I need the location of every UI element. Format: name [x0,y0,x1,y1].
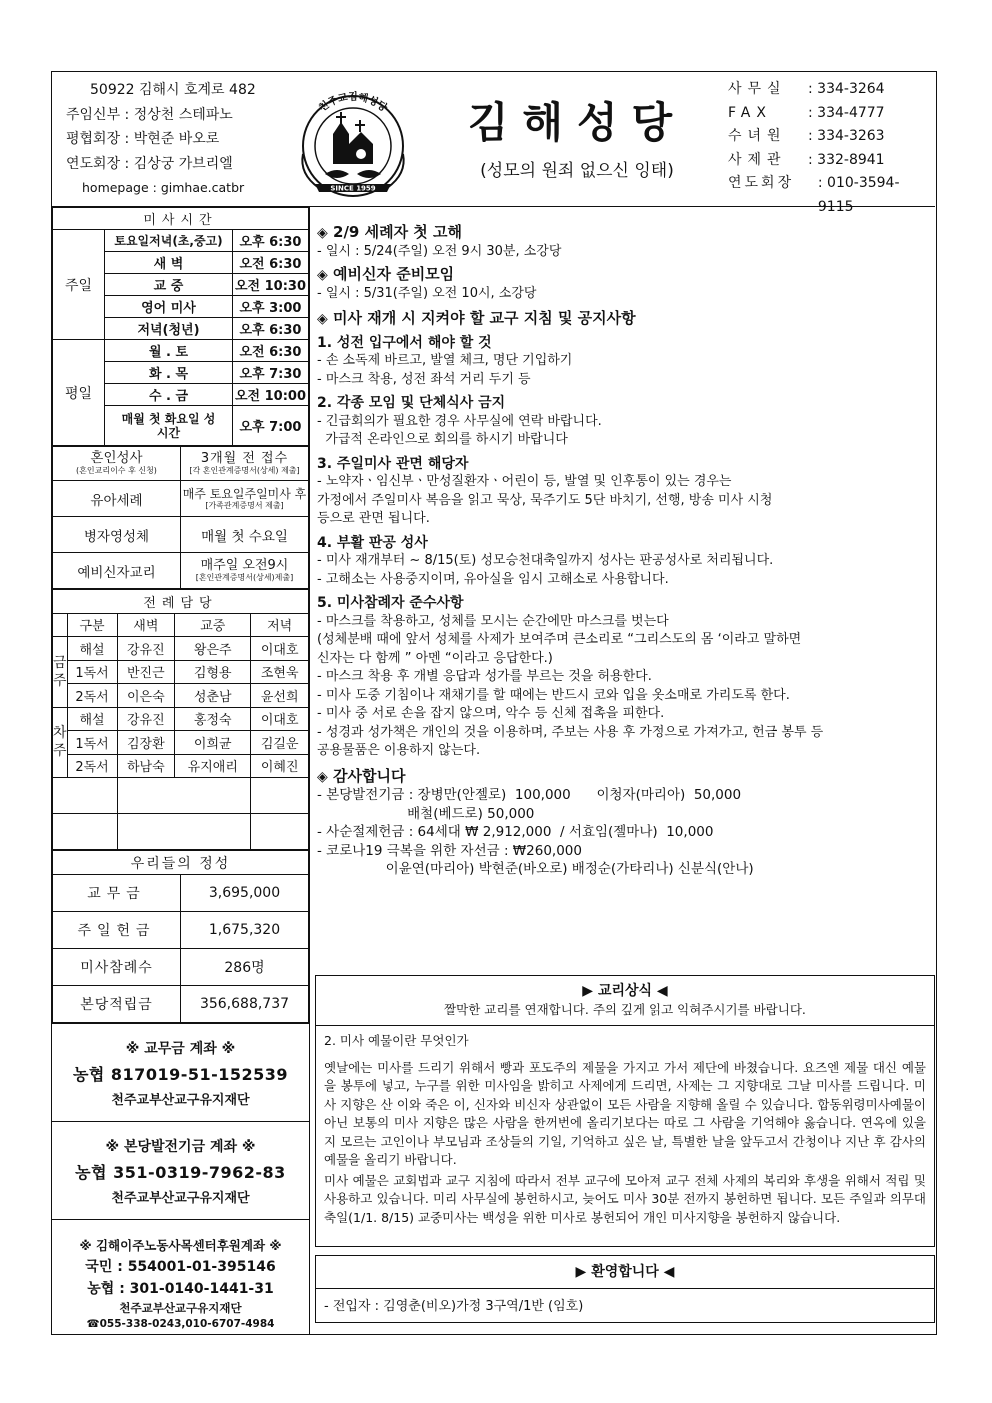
notice-line: - 마스크 착용 후 개별 응답과 성가를 부르는 것을 허용한다. [317,669,652,684]
duty-cell: 강유진 [117,637,175,661]
duty-group-next-week: 차주 [53,707,68,778]
contact-list [728,78,935,219]
mass-time: 오후 7:00 [233,406,309,446]
diamond-icon: ◈ [317,267,328,283]
left-column [52,207,310,1334]
welcome-box [315,1255,935,1323]
liturgy-duty-table [52,589,309,850]
notice-heading: ◈ 예비신자 준비모임 [317,265,455,283]
mass-time: 오전 10:00 [233,384,309,406]
catechism-box [315,975,935,1247]
offering-value: 1,675,320 [181,912,309,949]
duty-group-this-week: 금주 [53,637,68,708]
offering-value: 3,695,000 [181,875,309,912]
duty-cell: 이대호 [251,637,309,661]
notice-heading: ◈ 미사 재개 시 지켜야 할 교구 지침 및 공지사항 [317,309,636,327]
sacrament-label: 예비신자교리 [53,553,181,589]
account-title: ※ 교무금 계좌 ※ [125,1041,236,1057]
duty-header: 새벽 [117,613,175,637]
council-president: 평협회장 : 박현준 바오로 [66,131,220,147]
account-number: 농협 817019-51-152539 [72,1065,289,1084]
offering-table [52,850,309,1023]
notice-subheading: 4. 부활 판공 성사 [317,534,428,551]
offering-value: 356,688,737 [181,986,309,1023]
account-owner: 천주교부산교구유지재단 [119,1301,242,1315]
account-title: ※ 김해이주노동사목센터후원계좌 ※ [79,1238,282,1253]
duty-cell: 하남숙 [117,754,175,778]
notice-line: (성체분배 때에 앞서 성체를 사제가 보여주며 큰소리로 “그리스도의 몸 ‘이라고 말하면 [317,632,802,647]
sacrament-value: 3개월 전 접수 [각 혼인관계증명서(상세) 제출] [181,447,309,481]
mass-name: 매월 첫 화요일 성시간 [105,406,233,446]
mass-time: 오전 6:30 [233,340,309,362]
diamond-icon: ◈ [317,225,328,241]
page-title: 김해성당 [467,98,687,147]
duty-cell: 1독서 [67,660,117,684]
duty-cell: 김형용 [175,660,251,684]
notice-line: - 긴급회의가 필요한 경우 사무실에 연락 바랍니다. [317,413,602,429]
thanks-line: - 본당발전기금 : 장병만(안젤로) 100,000 이청자(마리아) 50,000 [317,787,742,803]
notice-line: - 일시 : 5/24(주일) 오전 9시 30분, 소강당 [317,243,562,259]
notice-line: - 마스크를 착용하고, 성체를 모시는 순간에만 마스크를 벗는다 [317,613,669,629]
account-title: ※ 본당발전기금 계좌 ※ [105,1139,256,1155]
offering-value: 286명 [181,949,309,986]
notice-subheading: 1. 성전 입구에서 해야 할 것 [317,334,492,351]
duty-cell: 조현욱 [251,660,309,684]
notice-line: - 미사 재개부터 ~ 8/15(토) 성모승천대축일까지 성사는 판공성사로 처리됩니다. [317,553,774,568]
offering-title: 우리들의 정성 [53,851,309,875]
notice-line: - 일시 : 5/31(주일) 오전 10시, 소강당 [317,285,537,301]
contact-rectory: 사제관 : 332-8941 [728,151,885,168]
mass-time: 오전 10:30 [233,274,309,296]
duty-cell: 홍정숙 [175,707,251,731]
duty-cell: 해설 [67,707,117,731]
duty-cell: 유지애리 [175,754,251,778]
duty-cell: 강유진 [117,707,175,731]
thanks-line: - 사순절제헌금 : 64세대 ₩ 2,912,000 / 서효임(젤마나) 10,000 [317,824,714,840]
notice-line: - 마스크 착용, 성전 좌석 거리 두기 등 [317,371,531,387]
liturgy-duty-title: 전례담당 [53,590,309,614]
page-subtitle: (성모의 원죄 없으신 잉태) [480,161,674,181]
mass-time: 오후 6:30 [233,230,309,252]
mass-name: 토요일저녁(초,중고) [105,230,233,252]
thanks-line: 이윤연(마리아) 박현준(바오로) 배정순(가타리나) 신분식(안나) [317,861,754,877]
offering-label: 주일헌금 [53,912,181,949]
account-number: 농협 351-0319-7962-83 [75,1163,286,1182]
duty-cell: 2독서 [67,684,117,708]
catechism-paragraph: 옛날에는 미사를 드리기 위해서 빵과 포도주의 제물을 가지고 가서 제단에 바쳤습니다. 요즈엔 제물 대신 예물을 봉투에 넣고, 누구를 위한 미사임을 밝히고 사제에게 드리면, 사제는 그 지향대로 그날 미사를 드립니다. 미사 지향은 산 이와 죽은 이, 신자와 비신자 상관없이 모든 사람을 지향해 올릴 수 있습니다. 합동위령미사예물이 아닌 보통의 미사 지향은 많은 사람을 한꺼번에 올리기보다는 따로 그 사람을 기억해야 옳습니다. 연옥에 있을지 모르는 고인이나 부모님과 조상들의 기일, 기억하고 싶은 날, 특별한 날을 앞두고서 간청이나 지난 후 감사의 예물을 올리기 바랍니다. [324,1059,926,1167]
development-account [52,1121,309,1219]
notice-line: - 성경과 성가책은 개인의 것을 이용하며, 주보는 사용 후 가정으로 가져가고, 헌금 봉투 등 [317,724,824,740]
catechism-paragraph: 미사 예물은 교회법과 교구 지침에 따라서 전부 교구에 모아져 교구 전체 사제의 복리와 후생을 위해서 적립 및 사용하고 있습니다. 미리 사무실에 봉헌하시고, 늦어도 미사 30분 전까지 봉헌하면 됩니다. 모든 주일과 의무대축일(1/1. 8/15) 교중미사는 백성을 위한 미사로 봉헌되어 개인 미사지향을 봉헌하지 않습니다. [324,1172,926,1225]
notice-line: 공용물품은 이용하지 않는다. [317,743,481,758]
duty-header: 교중 [175,613,251,637]
notice-subheading: 2. 각종 모임 및 단체식사 금지 [317,395,506,411]
notice-subheading: 3. 주일미사 관면 해당자 [317,455,469,472]
tithe-account [52,1023,309,1121]
catechism-intro: 짤막한 교리를 연재합니다. 주의 깊게 읽고 익혀주시기를 바랍니다. [444,1001,806,1017]
thanks-line: 배철(베드로) 50,000 [317,805,535,822]
mass-name: 새 벽 [105,252,233,274]
notice-line: 신자는 다 함께 ” 아멘 “이라고 응답한다.) [317,650,553,666]
notice-line: - 미사 중 서로 손을 잡지 않으며, 악수 등 신체 접촉을 피한다. [317,706,665,721]
duty-cell: 1독서 [67,731,117,755]
notice-line: 등으로 관면 됩니다. [317,511,430,526]
sacrament-table [52,446,309,589]
catechism-title: ▶ 교리상식 ◀ [582,983,668,999]
notice-heading: ◈ 감사합니다 [317,766,406,785]
duty-cell: 해설 [67,637,117,661]
mass-name: 화 . 목 [105,362,233,384]
mass-name: 월 . 토 [105,340,233,362]
logo-text: 천주교김해성당 [317,92,389,115]
mass-schedule-table [52,207,309,446]
logo-since: SINCE 1959 [330,184,376,193]
duty-cell: 김장환 [117,731,175,755]
phone-number: ☎055-338-0243,010-6707-4984 [86,1318,275,1330]
duty-cell: 이희균 [175,731,251,755]
mass-name: 교 중 [105,274,233,296]
catechism-question: 2. 미사 예물이란 무엇인가 [324,1033,469,1048]
account-owner: 천주교부산교구유지재단 [111,1093,250,1108]
notice-heading: ◈ 2/9 세례자 첫 고해 [317,223,462,241]
duty-cell: 이혜진 [251,754,309,778]
offering-label: 미사참례수 [53,949,181,986]
duty-cell: 반진근 [117,660,175,684]
weekday-label: 평일 [53,340,105,446]
duty-cell: 이대호 [251,707,309,731]
bulletin-header [52,72,935,215]
thanks-line: - 코로나19 극복을 위한 자선금 : ₩260,000 [317,842,582,859]
offering-label: 본당적립금 [53,986,181,1023]
labor-center-account [52,1219,309,1339]
account-owner: 천주교부산교구유지재단 [111,1191,250,1206]
duty-cell: 성춘남 [175,684,251,708]
duty-cell: 김길운 [251,731,309,755]
account-number: 국민 : 554001-01-395146 [85,1259,276,1275]
sacrament-label: 유아세례 [53,481,181,517]
parish-logo [289,84,417,202]
contact-fax: FAX : 334-4777 [728,104,885,121]
duty-cell: 2독서 [67,754,117,778]
contact-office: 사무실 : 334-3264 [728,81,885,97]
sacrament-label: 병자영성체 [53,517,181,553]
offering-label: 교무금 [53,875,181,912]
address: 50922 김해시 호계로 482 [90,82,256,98]
diamond-icon: ◈ [317,768,328,785]
notices [317,219,927,879]
sacrament-value: 매주일 오전9시 [혼인관계증명서(상세)제출] [181,553,309,589]
mass-time: 오후 7:30 [233,362,309,384]
notice-line: 가급적 온라인으로 회의를 하시기 바랍니다 [317,432,568,447]
notice-line: 가정에서 주일미사 복음을 읽고 묵상, 묵주기도 5단 바치기, 선행, 방송 미사 시청 [317,492,773,508]
notice-line: - 손 소독제 바르고, 발열 체크, 명단 기입하기 [317,353,573,368]
mass-time: 오후 3:00 [233,296,309,318]
mass-time: 오후 6:30 [233,318,309,340]
pastor: 주임신부 : 정상천 스테파노 [66,106,233,123]
mass-name: 영어 미사 [105,296,233,318]
duty-header: 저녁 [251,613,309,637]
notice-line: - 노약자ㆍ임신부ㆍ만성질환자ㆍ어린이 등, 발열 및 인후통이 있는 경우는 [317,474,732,489]
contact-convent: 수녀원 : 334-3263 [728,128,885,144]
homepage: homepage : gimhae.catbr [82,180,245,195]
contact-league: 연도회장 : 010-3594-9115 [728,175,900,215]
sacrament-value: 매월 첫 수요일 [181,517,309,553]
mass-name: 저녁(청년) [105,318,233,340]
welcome-title: ▶ 환영합니다 ◀ [575,1264,675,1280]
mass-schedule-title: 미사시간 [53,208,309,230]
duty-header: 구분 [67,613,117,637]
account-number: 농협 : 301-0140-1441-31 [87,1281,274,1297]
notice-subheading: 5. 미사참례자 준수사항 [317,595,464,611]
parish-info [66,78,256,201]
sacrament-value: 매주 토요일주일미사 후 [가족관계증명서 제출] [181,481,309,517]
sunday-label: 주일 [53,230,105,340]
duty-cell: 이은숙 [117,684,175,708]
bulletin-page [51,71,937,1335]
mass-name: 수 . 금 [105,384,233,406]
duty-cell: 왕은주 [175,637,251,661]
sacrament-label: 혼인성사 (혼인교리이수 후 신청) [53,447,181,481]
notice-line: - 고해소는 사용중지이며, 유아실을 임시 고해소로 사용합니다. [317,571,669,587]
league-president: 연도회장 : 김상궁 가브리엘 [66,155,233,172]
duty-cell: 윤선희 [251,684,309,708]
mass-time: 오전 6:30 [233,252,309,274]
diamond-icon: ◈ [317,311,328,327]
welcome-line: - 전입자 : 김영춘(비오)가정 3구역/1반 (임호) [324,1299,584,1314]
notice-line: - 미사 도중 기침이나 재채기를 할 때에는 반드시 코와 입을 옷소매로 가리도록 한다. [317,687,790,703]
